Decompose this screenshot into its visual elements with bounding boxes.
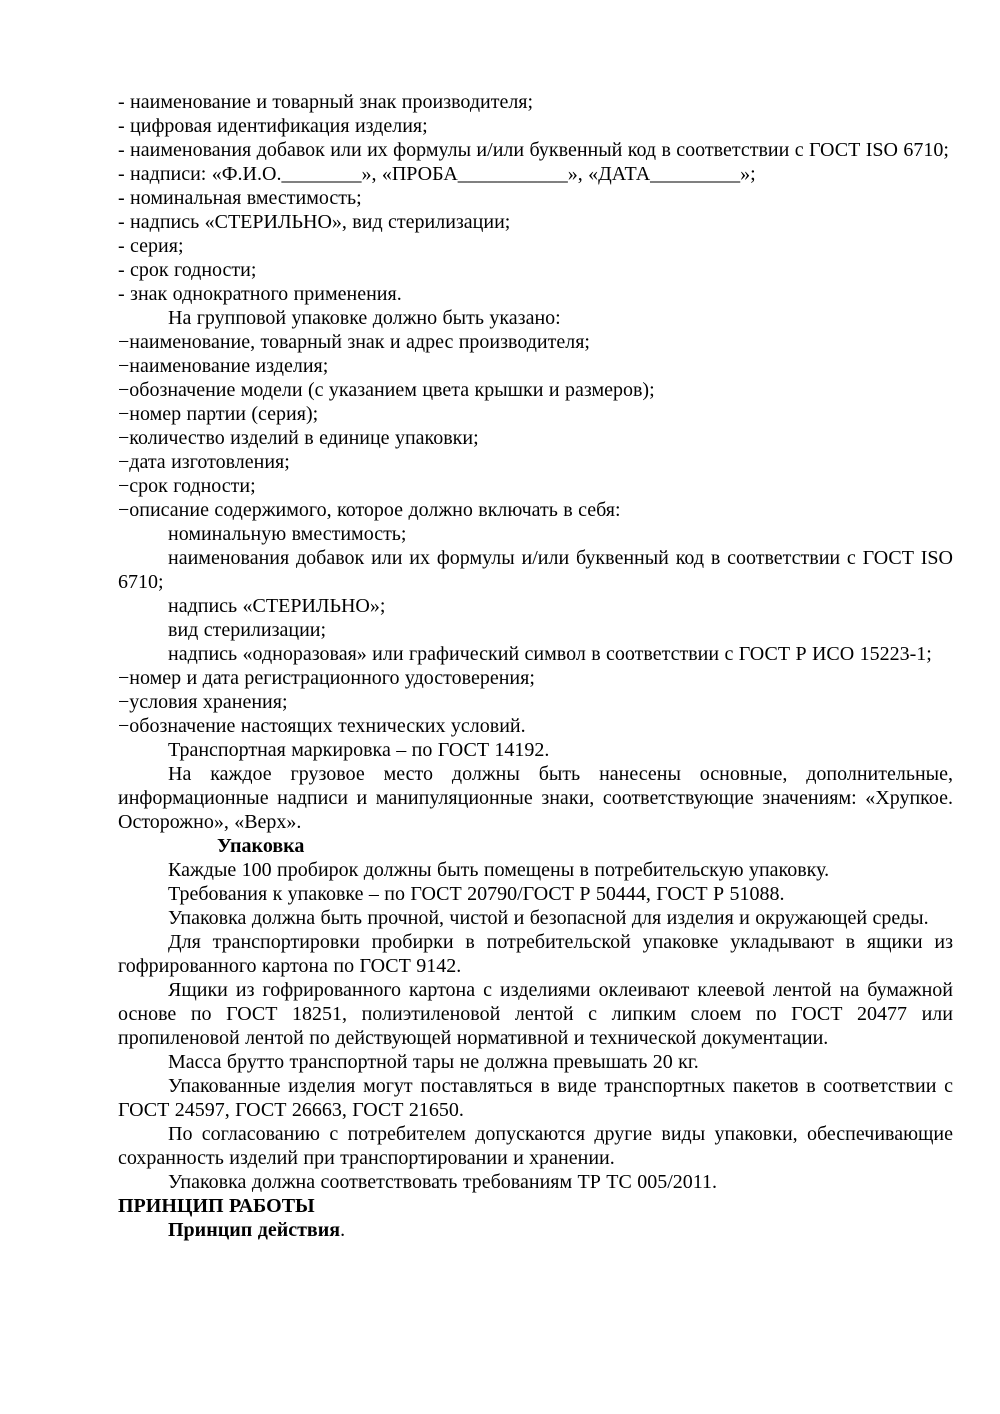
sub-list-item: номинальную вместимость; <box>168 523 407 545</box>
list-item-dash: −дата изготовления; <box>118 451 290 473</box>
list-item-hyphen: - серия; <box>118 235 184 257</box>
list-item-hyphen: - надписи: «Ф.И.О.________», «ПРОБА___________», «ДАТА_________»; <box>118 163 756 185</box>
sub-list-item: надпись «СТЕРИЛЬНО»; <box>168 595 386 617</box>
paragraph: Для транспортировки пробирки в потребительской упаковке укладывают в ящики из гофрированного картона по ГОСТ 9142. <box>118 931 953 977</box>
list-item-dash: −обозначение настоящих технических условий. <box>118 715 526 737</box>
list-item-dash: −условия хранения; <box>118 691 288 713</box>
paragraph: Упаковка должна соответствовать требованиям ТР ТС 005/2011. <box>168 1171 718 1193</box>
paragraph: По согласованию с потребителем допускаются другие виды упаковки, обеспечивающие сохранность изделий при транспортировании и хранении. <box>118 1123 953 1169</box>
sub-list-item: надпись «одноразовая» или графический символ в соответствии с ГОСТ Р ИСО 15223-1; <box>168 643 932 665</box>
paragraph: Упаковка должна быть прочной, чистой и безопасной для изделия и окружающей среды. <box>168 907 929 929</box>
sub-list-item: вид стерилизации; <box>168 619 327 641</box>
paragraph: На каждое грузовое место должны быть нанесены основные, дополнительные, информационные надписи и манипуляционные знаки, соответствующие значениям: «Хрупкое. Осторожно», «Верх». <box>118 763 953 833</box>
paragraph: Масса брутто транспортной тары не должна превышать 20 кг. <box>168 1051 699 1073</box>
list-item-dash: −наименование изделия; <box>118 355 329 377</box>
paragraph-suffix: . <box>340 1219 346 1241</box>
list-item-dash: −номер партии (серия); <box>118 403 319 425</box>
list-item-hyphen: - цифровая идентификация изделия; <box>118 115 428 137</box>
paragraph: На групповой упаковке должно быть указано: <box>168 307 561 329</box>
list-item-hyphen: - надпись «СТЕРИЛЬНО», вид стерилизации; <box>118 211 511 233</box>
paragraph: Ящики из гофрированного картона с изделиями оклеивают клеевой лентой на бумажной основе по ГОСТ 18251, полиэтиленовой лентой с липким слоем по ГОСТ 20477 или пропиленовой лентой по действующей нормативной и технической документации. <box>118 979 953 1049</box>
list-item-dash: −наименование, товарный знак и адрес производителя; <box>118 331 590 353</box>
list-item-dash: −описание содержимого, которое должно включать в себя: <box>118 499 621 521</box>
paragraph: Требования к упаковке – по ГОСТ 20790/ГОСТ Р 50444, ГОСТ Р 51088. <box>168 883 785 905</box>
sub-list-item: наименования добавок или их формулы и/или буквенный код в соответствии с ГОСТ ISO 6710; <box>118 547 953 593</box>
paragraph: Упакованные изделия могут поставляться в виде транспортных пакетов в соответствии с ГОСТ 24597, ГОСТ 26663, ГОСТ 21650. <box>118 1075 953 1121</box>
paragraph: Каждые 100 пробирок должны быть помещены в потребительскую упаковку. <box>168 859 830 881</box>
list-item-dash: −количество изделий в единице упаковки; <box>118 427 479 449</box>
list-item-hyphen: - знак однократного применения. <box>118 283 402 305</box>
paragraph-bold: Принцип действия. <box>168 1219 346 1241</box>
section-heading: Упаковка <box>217 835 305 857</box>
centered-heading: ПРИНЦИП РАБОТЫ <box>118 1195 315 1217</box>
paragraph: Транспортная маркировка – по ГОСТ 14192. <box>168 739 550 761</box>
list-item-hyphen: - номинальная вместимость; <box>118 187 362 209</box>
list-item-dash: −номер и дата регистрационного удостоверения; <box>118 667 535 689</box>
list-item-dash: −обозначение модели (с указанием цвета крышки и размеров); <box>118 379 655 401</box>
list-item-dash: −срок годности; <box>118 475 256 497</box>
list-item-hyphen: - срок годности; <box>118 259 257 281</box>
document-body <box>118 90 953 1242</box>
list-item-hyphen: - наименование и товарный знак производителя; <box>118 91 534 113</box>
list-item-hyphen: - наименования добавок или их формулы и/или буквенный код в соответствии с ГОСТ ISO 6710; <box>118 139 949 161</box>
